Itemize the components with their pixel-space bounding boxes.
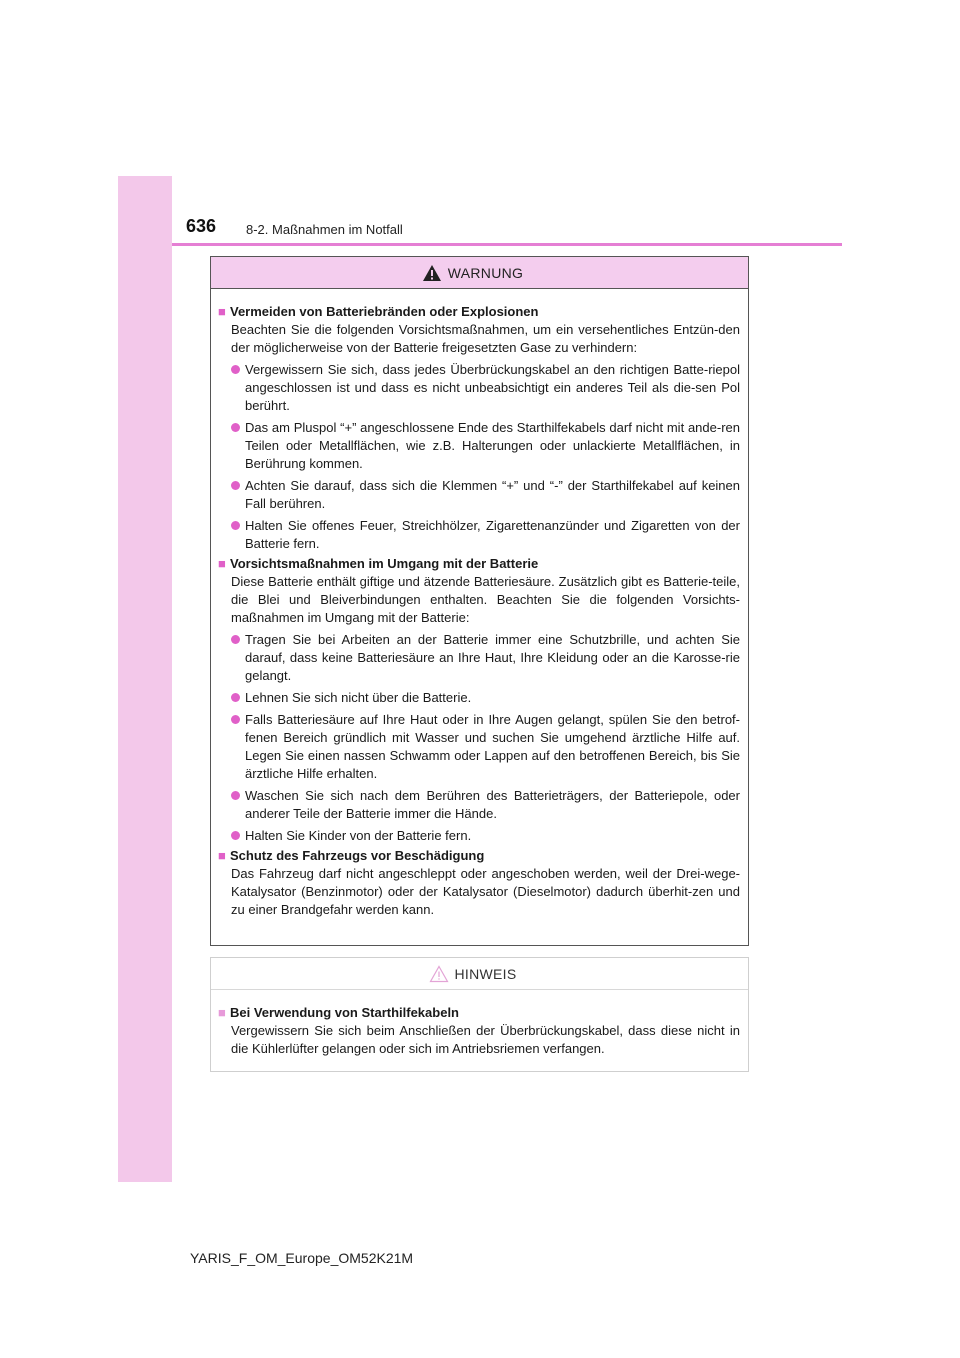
- bullet-dot-icon: [231, 831, 240, 840]
- bullet-dot-icon: [231, 423, 240, 432]
- note-header: [211, 958, 748, 990]
- square-bullet-icon: ■: [218, 1005, 226, 1020]
- list-item: Tragen Sie bei Arbeiten an der Batterie immer eine Schutzbrille, und achten Sie darauf, dass keine Batteriesäure an Ihre Haut, Ihre Kleidung oder an die Karosse-rie gelangt.: [231, 631, 740, 685]
- bullet-dot-icon: [231, 481, 240, 490]
- list-item: Waschen Sie sich nach dem Berühren des Batterieträgers, der Batteriepole, oder anderer Teile der Batterie immer die Hände.: [231, 787, 740, 823]
- note-body: [211, 990, 748, 1058]
- note-title: HINWEIS: [454, 965, 517, 982]
- warning-body: [211, 289, 748, 919]
- list-item: Das am Pluspol “+” angeschlossene Ende des Starthilfekabels darf nicht mit ande-ren Teilen oder Metallflächen, wie z.B. Halterungen oder unlackierte Metallflächen, in Berührung kommen.: [231, 419, 740, 473]
- document-id: YARIS_F_OM_Europe_OM52K21M: [190, 1250, 414, 1266]
- list-item: Halten Sie Kinder von der Batterie fern.: [231, 827, 740, 845]
- section-text: Beachten Sie die folgenden Vorsichtsmaßnahmen, um ein versehentliches Entzün-den der möglicherweise von der Batterie freigesetzten Gase zu verhindern:: [231, 322, 740, 355]
- list-item: Lehnen Sie sich nicht über die Batterie.: [231, 689, 740, 707]
- section-heading: ■ Bei Verwendung von Starthilfekabeln: [218, 1005, 459, 1020]
- square-bullet-icon: ■: [218, 556, 226, 571]
- section-text: Diese Batterie enthält giftige und ätzende Batteriesäure. Zusätzlich gibt es Batterie-teile, die Blei und Bleiverbindungen enthalten. Beachten Sie die folgenden Vorsichts-maßnahmen im Umgang mit der Batterie:: [231, 574, 740, 625]
- header-rule: [172, 243, 842, 246]
- bullet-dot-icon: [231, 365, 240, 374]
- bullet-dot-icon: [231, 715, 240, 724]
- caution-triangle-icon: [429, 965, 449, 983]
- section-text: Vergewissern Sie sich beim Anschließen der Überbrückungskabel, dass diese nicht in die Kühlerlüfter gelangen oder sich im Antriebsriemen verfangen.: [231, 1023, 740, 1056]
- section-heading: ■ Schutz des Fahrzeugs vor Beschädigung: [218, 848, 485, 863]
- bullet-dot-icon: [231, 635, 240, 644]
- section-title: 8-2. Maßnahmen im Notfall: [246, 222, 403, 237]
- warning-header: [211, 257, 748, 289]
- warning-triangle-icon: [422, 264, 442, 282]
- section-text: Das Fahrzeug darf nicht angeschleppt oder angeschoben werden, weil der Drei-wege-Katalysator (Benzinmotor) oder der Katalysator (Dieselmotor) dadurch überhit-zen und zu einer Brandgefahr werden kann.: [231, 866, 740, 917]
- list-item: Achten Sie darauf, dass sich die Klemmen “+” und “-” der Starthilfekabel auf keinen Fall berühren.: [231, 477, 740, 513]
- bullet-dot-icon: [231, 791, 240, 800]
- warning-box: [210, 256, 749, 946]
- square-bullet-icon: ■: [218, 848, 226, 863]
- section-heading: ■ Vermeiden von Batteriebränden oder Explosionen: [218, 304, 539, 319]
- square-bullet-icon: ■: [218, 304, 226, 319]
- list-item: Falls Batteriesäure auf Ihre Haut oder in Ihre Augen gelangt, spülen Sie den betrof-fenen Bereich gründlich mit Wasser und suchen Sie umgehend ärztliche Hilfe auf. Legen Sie einen nassen Schwamm oder Lappen auf den betroffenen Bereich, bis Sie ärztliche Hilfe erhalten.: [231, 711, 740, 783]
- list-item: Halten Sie offenes Feuer, Streichhölzer, Zigarettenanzünder und Zigaretten von der Batterie fern.: [231, 517, 740, 553]
- section-heading: ■ Vorsichtsmaßnahmen im Umgang mit der Batterie: [218, 556, 539, 571]
- bullet-dot-icon: [231, 521, 240, 530]
- page-number: 636: [186, 216, 217, 236]
- chapter-side-band: [118, 176, 172, 1182]
- bullet-dot-icon: [231, 693, 240, 702]
- warning-title: WARNUNG: [447, 264, 524, 281]
- note-box: [210, 957, 749, 1072]
- list-item: Vergewissern Sie sich, dass jedes Überbrückungskabel an den richtigen Batte-riepol angeschlossen ist und dass es nicht unbeabsichtigt ein anderes Teil als die-sen Pol berührt.: [231, 361, 740, 415]
